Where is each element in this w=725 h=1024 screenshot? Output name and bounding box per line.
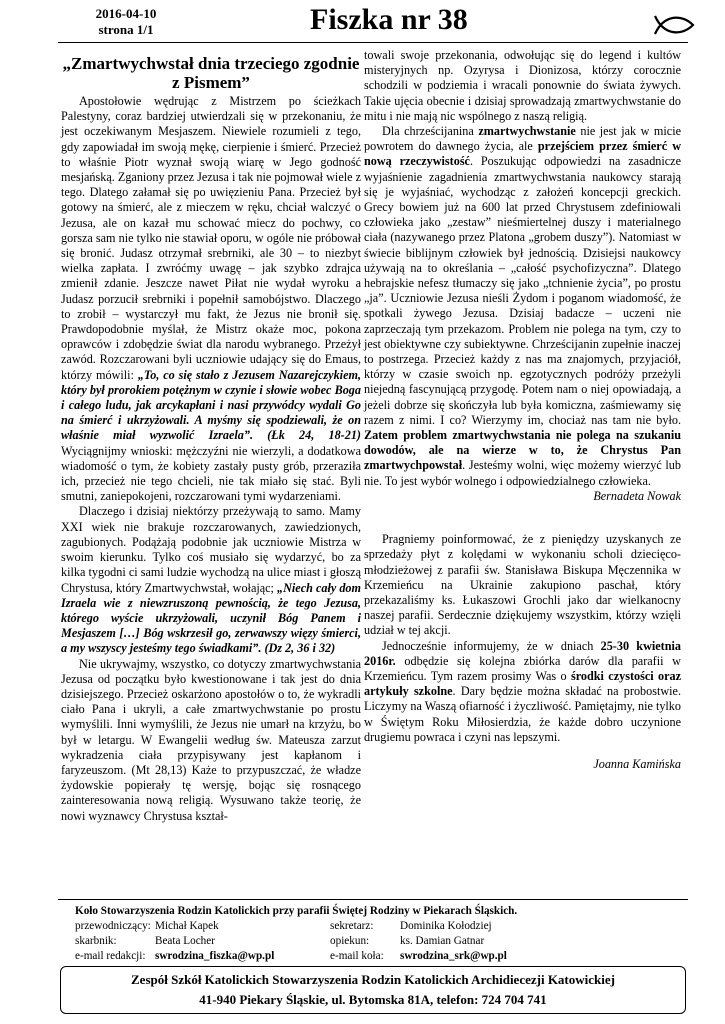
- contact-label: skarbnik:: [75, 935, 117, 947]
- paragraph: [364, 124, 681, 489]
- paragraph: [61, 657, 361, 824]
- contact-label: e-mail koła:: [330, 950, 384, 962]
- text-run: towali swoje przekonania, odwołując się do legend i kultów misteryjnych np. Ozyrysa i Dionizosa, którzy corocznie schodzili w podziemia i wracali ponownie do świata żywych. Takie ujęcia obecnie i dzisiaj sprowadzają zmartwychwstanie do mitu i nie mają nic wspólnego z naszą religią.: [364, 48, 681, 123]
- paragraph: [364, 639, 681, 745]
- school-name: Zespół Szkół Katolickich Stowarzyszenia Rodzin Katolickich Archidiecezji Katowickiej: [131, 972, 615, 987]
- article-body-continued: [364, 48, 681, 489]
- issue-date: 2016-04-10: [95, 6, 157, 21]
- emphasized-text: „Niech cały dom Izraela wie z niewzruszoną pewnością, że tego Jezusa, którego wyście ukrzyżowali, uczynił Bóg Panem i Mesjaszem […] Bóg wskrzesił go, zerwawszy więzy śmierci, a my wszyscy jesteśmy tego świadkami”. (Dz 2, 36 i 32): [61, 580, 361, 656]
- contact-value: Michał Kapek: [155, 920, 219, 932]
- header-divider: [58, 42, 688, 43]
- contact-label: e-mail redakcji:: [75, 950, 146, 962]
- text-run: odbędzie się kolejna zbiórka darów dla parafii w Krzemieńcu. Tym razem prosimy Was o: [364, 653, 681, 683]
- contact-label: sekretarz:: [330, 920, 374, 932]
- footer-row: [75, 949, 675, 964]
- text-run: . Jesteśmy wolni, więc możemy wierzyć lub nie. To jest wybór wolnego i odpowiedzialnego człowieka.: [364, 458, 681, 488]
- footer-divider: [58, 899, 688, 900]
- text-run: nie jest jak w micie powrotem do dawnego życia, ale: [364, 124, 682, 154]
- spacer: [364, 504, 681, 532]
- text-run: Jednocześnie informujemy, że w dniach: [382, 638, 601, 653]
- footer-row: [75, 919, 675, 934]
- footer: [75, 904, 675, 964]
- contact-value[interactable]: swrodzina_srk@wp.pl: [400, 950, 507, 962]
- footer-address-box: [60, 966, 686, 1014]
- author-signature: Bernadeta Nowak: [593, 488, 681, 503]
- emphasized-text: przejściem przez śmierć w nową rzeczywistość: [364, 139, 681, 169]
- emphasized-text: 25-30 kwietnia 2016r.: [364, 638, 681, 668]
- header-date-block: [62, 6, 190, 38]
- text-run: Wyciągnijmy wnioski: mężczyźni nie wierzyli, a dodatkowa wiadomość o tym, że kobiety zastały pusty grób, przeraziła ich, przecież nie tego chcieli, nie tak miało się stać. Byli smutni, zaniepokojeni, rozczarowani tymi wydarzeniami.: [61, 443, 361, 504]
- paragraph: [61, 94, 361, 504]
- contact-value: ks. Damian Gatnar: [400, 935, 485, 947]
- right-column: [364, 48, 681, 772]
- contact-value: Beata Locher: [155, 935, 215, 947]
- text-run: . Poszukując odpowiedzi na zasadnicze wyjaśnienie zagadnienia zmartwychwstania naukowcy starają się je wyjaśniać, wychodząc z założeń koncepcji greckich. Grecy bowiem już na 600 lat przed Chrystusem zdefiniowali człowieka jako „zestaw” nieśmiertelnej duszy i materialnego ciała (nazywanego przez Platona „grobem duszy”). Natomiast w świecie biblijnym człowiek był jednością. Dzisiejsi naukowcy używają na to określania – „całość psychofizyczna”. Dlatego hebrajskie nefesz tłumaczy się jako „tchnienie życia”, po prostu „ja”. Uczniowie Jezusa nieśli Żydom i poganom wiadomość, że spotkali żywego Jezusa. Dzisiaj badacze – uczeni nie zaprzeczają tym przekazom. Problem nie polega na tym, czy to jest obiektywne czy subiektywne. Chrześcijanin zupełnie inaczej to postrzega. Przecież każdy z nas ma znajomych, przyjaciół, którzy w czasie swoich np. egzotycznych podróży przeżyli niejedną fascynującą przygodę. Potem nam o niej opowiadają, a jeżeli dobrze się skończyła lub była komiczna, zaśmiewamy się razem z nimi. I co? Wierzymy im, chociaż nas tam nie było.: [364, 154, 681, 427]
- page-number: strona 1/1: [98, 22, 154, 37]
- ichthys-fish-icon: [652, 12, 696, 38]
- contact-value: Dominika Kołodziej: [400, 920, 492, 932]
- emphasized-text: Zatem problem zmartwychwstania nie polega na szukaniu dowodów, ale na wierze w to, że Chrystus Pan zmartwychpowstał: [364, 428, 681, 473]
- emphasized-text: środki czystości oraz artykuły szkolne: [364, 668, 682, 699]
- article-body: [61, 94, 361, 824]
- announcement-signature: Joanna Kamińska: [593, 756, 681, 771]
- footer-row: [75, 934, 675, 949]
- text-run: Dlaczego i dzisiaj niektórzy przeżywają to samo. Mamy XXI wiek nie brakuje rozczarowanych, zawiedzionych, zagubionych. Podążają podobnie jak uczniowie Mistrza w swoim kierunku. Tylko coś musiało się wydarzyć, bo za kilka tygodni ci sami ludzie wychodzą na ulice miast i głoszą Chrystusa, który Zmartwychwstał, wołając;: [61, 504, 361, 595]
- text-run: . Dary będzie można składać na probostwie. Liczymy na Waszą ofiarność i życzliwość. Pamiętajmy, nie tylko w Świętym Roku Miłosierdzia, że każde dobro uczynione drugiemu powraca i czyni nas lepszymi.: [364, 684, 681, 744]
- contact-value[interactable]: swrodzina_fiszka@wp.pl: [155, 950, 275, 962]
- footer-organization: Koło Stowarzyszenia Rodzin Katolickich przy parafii Świętej Rodziny w Piekarach Śląskich.: [75, 905, 518, 917]
- text-run: Pragniemy poinformować, że z pieniędzy uzyskanych ze sprzedaży płyt z kolędami w wykonaniu scholi dziecięco-młodzieżowej z parafii św. Stanisława Biskupa Męczennika w Krzemieńcu na Ukrainie zakupiono paschał, który przekazaliśmy ks. Łukaszowi Grochli jako dar wielkanocny naszej parafii. Serdecznie dziękujemy wszystkim, którzy wzięli udział w tej akcji.: [364, 532, 681, 638]
- paragraph: [364, 48, 681, 124]
- school-address: 41-940 Piekary Śląskie, ul. Bytomska 81A, telefon: 724 704 741: [199, 992, 547, 1007]
- paragraph: [364, 532, 681, 638]
- emphasized-text: „To, co się stało z Jezusem Nazarejczykiem, który był prorokiem potężnym w czynie i słowie wobec Boga i całego ludu, jak arcykapłani i nasi przywódcy wydali Go na śmierć i ukrzyżowali. A myśmy się spodziewali, że on właśnie miał wyzwolić Izraela”. (Łk 24, 18-21): [61, 367, 362, 443]
- contact-label: opiekun:: [330, 935, 370, 947]
- emphasized-text: zmartwychwstanie: [478, 124, 576, 139]
- left-column: [61, 54, 361, 824]
- page-title: Fiszka nr 38: [310, 3, 468, 36]
- paragraph: [61, 504, 361, 656]
- text-run: Nie ukrywajmy, wszystko, co dotyczy zmartwychwstania Jezusa od początku było kwestionowane i tak jest do dnia dzisiejszego. Przecież oskarżono apostołów o to, że wykradli ciało Pana i ukryli, a całe zmartwychwstanie po prostu wymyślili. Inni wymyślili, że Jezus nie umarł na krzyżu, bo był w letargu. W Ewangelii według św. Mateusza zarzut wykradzenia ciała przypisywany jest kapłanom i faryzeuszom. (Mt 28,13) Każe to przypuszczać, że władze żydowskie popierały tę wersję, bojąc się rosnącego zainteresowania nową religią. Wysuwano także teorię, że nowi wyznawcy Chrystusa kształ-: [61, 656, 361, 823]
- announcement: [364, 532, 681, 745]
- contact-label: przewodniczący:: [75, 920, 151, 932]
- footer-contacts: [75, 919, 675, 964]
- text-run: Dla chrześcijanina: [382, 124, 479, 139]
- article-title: „Zmartwychwstał dnia trzeciego zgodnie z Pismem”: [62, 54, 360, 92]
- text-run: Apostołowie wędrując z Mistrzem po ścieżkach Palestyny, coraz bardziej utwierdzali się w przekonaniu, że jest oczekiwanym Mesjaszem. Niewiele rozumieli z tego, gdy zapowiadał im swoją mękę, cierpienie i śmierć. Przecież to właśnie Piotr wyznał swoją wiarę w Jego godność mesjańską. Zganiony przez Jezusa i tak nie pojmował wiele z tego. Dlatego załamał się po uwięzieniu Pana. Przecież był gotowy na śmierć, ale z mieczem w ręku, chciał walczyć o Jezusa, ale on kazał mu schować miecz do pochwy, co gorsza sam nie tylko nie stawiał oporu, w ogóle nie próbował się bronić. Judasz otrzymał srebrniki, ale 30 – to niezbyt wielka zapłata. I zwróćmy uwagę – jak szybko zdrajca zmienił zdanie. Jeszcze nawet Piłat nie wydał wyroku a Judasz porzucił srebrniki i popełnił samobójstwo. Dlaczego to zrobił – wystarczył mu fakt, że Jezus nie bronił się. Prawdopodobnie myślał, że Mistrz okaże moc, pokona oprawców i zdobędzie świat dla narodu wybranego. Przeżył zawód. Rozczarowani byli uczniowie udający się do Emaus, którzy mówili:: [61, 94, 361, 382]
